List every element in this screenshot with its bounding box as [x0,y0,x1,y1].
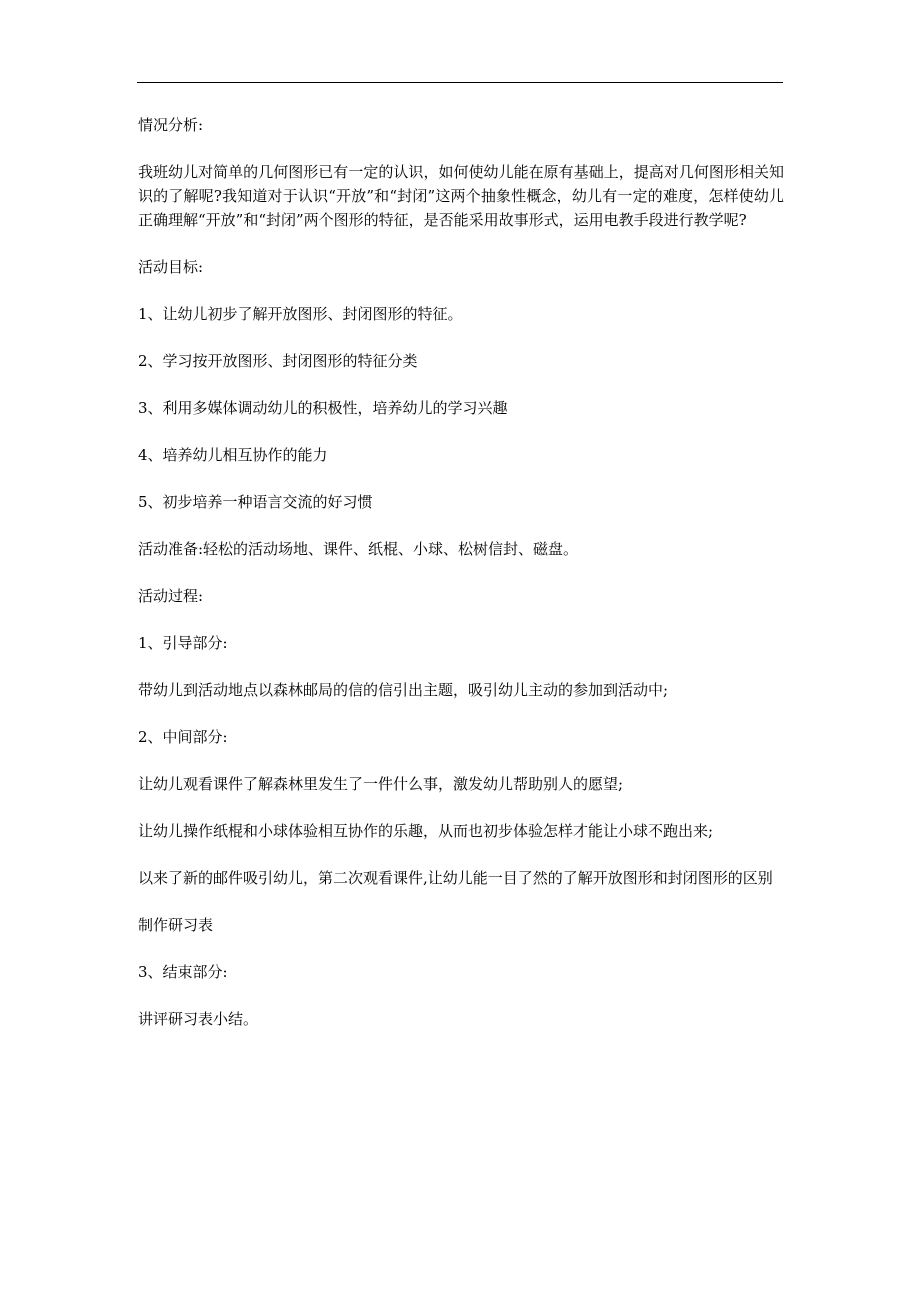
document-body [138,113,784,1054]
process-step-3-heading: 3、结束部分: [138,963,228,981]
process-step-2-text-4: 制作研习表 [138,916,214,934]
goal-item-3: 3、利用多媒体调动幼儿的积极性，培养幼儿的学习兴趣 [138,399,508,417]
goal-item-4: 4、培养幼儿相互协作的能力 [138,446,328,464]
goal-item-2: 2、学习按开放图形、封闭图形的特征分类 [138,352,418,370]
process-step-2-text-1: 让幼儿观看课件了解森林里发生了一件什么事，激发幼儿帮助别人的愿望; [138,775,624,793]
goal-item-5: 5、初步培养一种语言交流的好习惯 [138,493,373,511]
heading-situation-analysis: 情况分析: [138,116,204,134]
header-rule [137,82,783,83]
process-step-1-heading: 1、引导部分: [138,634,228,652]
process-step-2-text-2: 让幼儿操作纸棍和小球体验相互协作的乐趣，从而也初步体验怎样才能让小球不跑出来; [138,822,714,840]
heading-activity-goals: 活动目标: [138,258,204,276]
process-step-2-text-3: 以来了新的邮件吸引幼儿，第二次观看课件,让幼儿能一目了然的了解开放图形和封闭图形的区别 [138,869,773,887]
paragraph-situation-analysis: 我班幼儿对简单的几何图形已有一定的认识，如何使幼儿能在原有基础上，提高对几何图形相关知识的了解呢?我知道对于认识“开放”和“封闭”这两个抽象性概念，幼儿有一定的难度，怎样使幼儿正确理解“开放”和“封闭”两个图形的特征，是否能采用故事形式，运用电教手段进行教学呢? [138,163,784,229]
process-step-2-heading: 2、中间部分: [138,728,228,746]
process-step-1-text: 带幼儿到活动地点以森林邮局的信的信引出主题，吸引幼儿主动的参加到活动中; [138,681,669,699]
goal-item-1: 1、让幼儿初步了解开放图形、封闭图形的特征。 [138,305,463,323]
activity-preparation: 活动准备:轻松的活动场地、课件、纸棍、小球、松树信封、磁盘。 [138,540,579,558]
process-step-3-text: 讲评研习表小结。 [138,1010,259,1028]
heading-activity-process: 活动过程: [138,587,204,605]
